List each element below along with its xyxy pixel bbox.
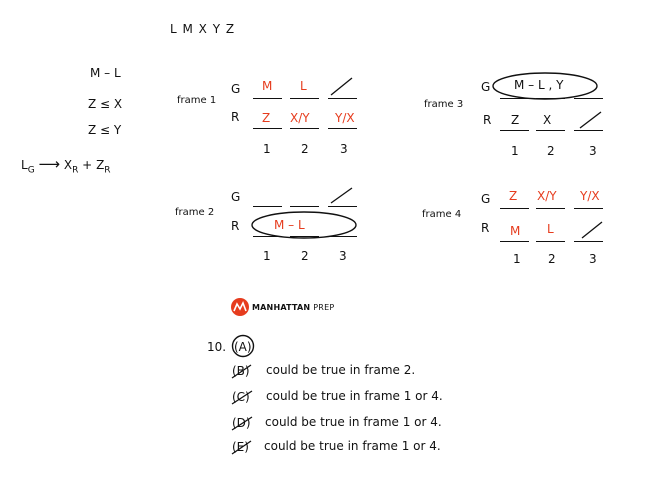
frame-3-r1: Z — [511, 113, 520, 127]
frame-2-g-label: G — [231, 190, 241, 204]
frame-3-block-ellipse — [493, 73, 597, 99]
frame-4-g-label: G — [481, 192, 491, 206]
rule-z-before-y: Z ≤ Y — [88, 123, 122, 137]
frame-3-g-label: G — [481, 80, 491, 94]
option-e-text: could be true in frame 1 or 4. — [264, 439, 441, 453]
logo-mark-icon — [231, 298, 249, 316]
logo-text — [252, 303, 334, 312]
frame-4-g2: X/Y — [537, 189, 557, 203]
rule-lg-sub: G — [27, 165, 35, 176]
frame-3-r3-slash — [580, 112, 601, 128]
frame-4-r1: M — [510, 224, 521, 238]
option-d-letter: (D) — [232, 416, 251, 430]
frame-3-col-1: 1 — [511, 144, 519, 158]
arrow-icon: ⟶ — [38, 155, 61, 173]
frame-1-r1: Z — [262, 111, 271, 125]
frame-1-col-3: 3 — [340, 142, 348, 156]
rule-xr-var: X — [63, 158, 73, 172]
logo-brand: MANHATTAN — [252, 302, 311, 312]
frame-4-r2: L — [547, 222, 554, 236]
option-d-text: could be true in frame 1 or 4. — [265, 415, 442, 429]
rule-z-before-x: Z ≤ X — [88, 97, 123, 111]
frame-4-r3-slash — [582, 222, 602, 238]
frame-2-col-1: 1 — [263, 249, 271, 263]
frame-3-g-block: M – L , Y — [514, 78, 564, 92]
frame-4-col-3: 3 — [589, 252, 597, 266]
frame-1-g3-slash — [331, 78, 352, 95]
frame-2-col-2: 2 — [301, 249, 309, 263]
option-e-letter: (E) — [232, 440, 249, 454]
frame-1-g1: M — [262, 79, 273, 93]
frame-1-label: frame 1 — [177, 95, 217, 106]
frame-3-col-3: 3 — [589, 144, 597, 158]
rule-zr-var: Z — [96, 158, 105, 172]
frame-1-r-label: R — [231, 110, 240, 124]
question-number: 10. — [207, 340, 227, 354]
frame-4-g3: Y/X — [580, 189, 600, 203]
frame-4-g1: Z — [509, 189, 518, 203]
frame-2-block-ellipse — [252, 212, 356, 238]
frame-2-r-label: R — [231, 219, 240, 233]
rule-lg-var: L — [21, 158, 28, 172]
frame-1-col-2: 2 — [301, 142, 309, 156]
manhattan-prep-logo — [231, 298, 334, 316]
frame-4-col-2: 2 — [548, 252, 556, 266]
option-b-text: could be true in frame 2. — [266, 363, 416, 377]
frame-2-g3-slash — [331, 188, 352, 203]
frame-1-g-label: G — [231, 82, 241, 96]
frame-4-r-label: R — [481, 221, 490, 235]
rule-zr-sub: R — [104, 165, 111, 176]
variable-list: L M X Y Z — [170, 22, 236, 36]
rule-xr-sub: R — [72, 165, 79, 176]
frame-1-col-1: 1 — [263, 142, 271, 156]
frame-2-col-3: 3 — [339, 249, 347, 263]
frame-3-label: frame 3 — [424, 99, 464, 110]
frame-3-col-2: 2 — [547, 144, 555, 158]
rule-plus: + — [82, 158, 93, 172]
option-b-letter: (B) — [232, 364, 250, 378]
frame-3-r-label: R — [483, 113, 492, 127]
frame-2-label: frame 2 — [175, 207, 215, 218]
frame-1-r3: Y/X — [335, 111, 355, 125]
logo-suffix: PREP — [313, 302, 335, 312]
frame-1-g2: L — [300, 79, 307, 93]
option-a-letter: (A) — [234, 340, 252, 354]
option-c-letter: (C) — [232, 390, 250, 404]
frame-4-col-1: 1 — [513, 252, 521, 266]
frame-4-label: frame 4 — [422, 209, 462, 220]
frame-2-r-block: M – L — [274, 218, 305, 232]
frame-3-r2: X — [543, 113, 552, 127]
option-c-text: could be true in frame 1 or 4. — [266, 389, 443, 403]
rule-m-block-l: M – L — [90, 66, 121, 80]
frame-1-r2: X/Y — [290, 111, 310, 125]
